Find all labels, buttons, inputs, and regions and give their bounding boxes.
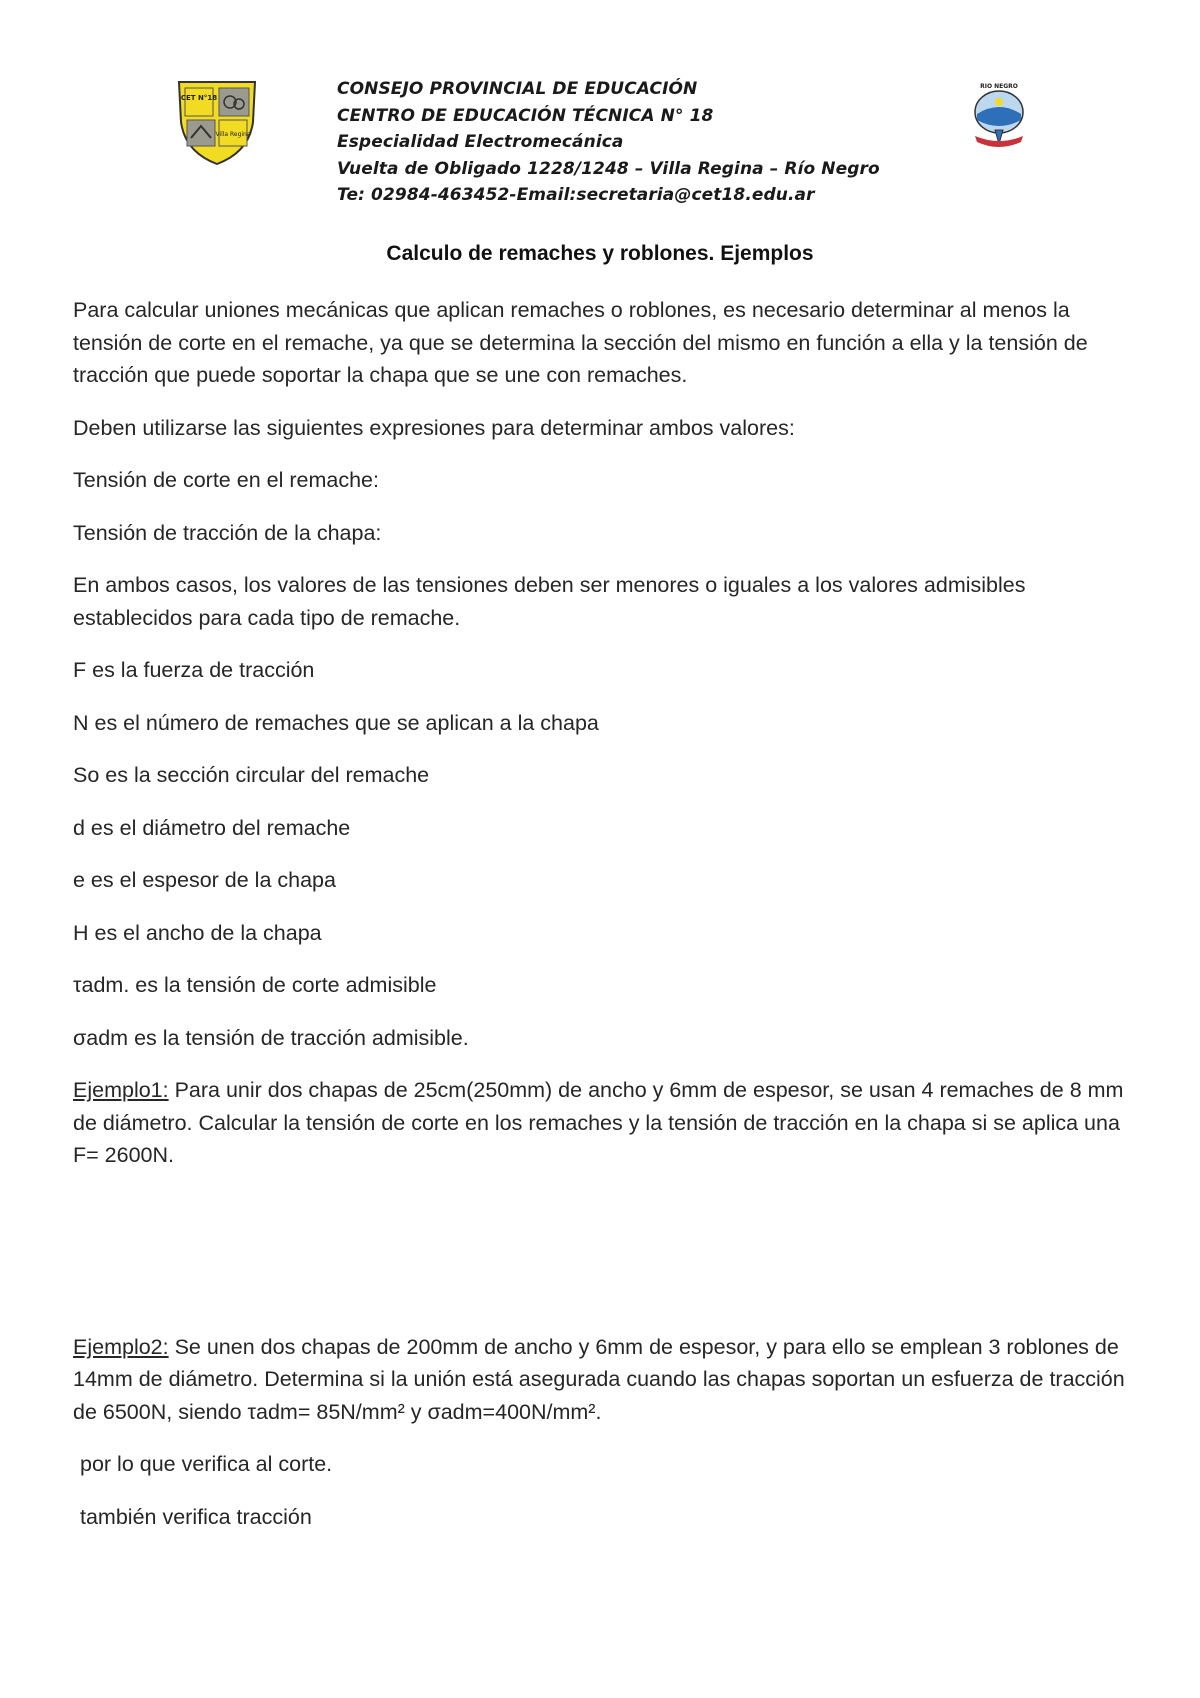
expressions-paragraph: Deben utilizarse las siguientes expresiones para determinar ambos valores: (73, 415, 795, 440)
verifies-shear: por lo que verifica al corte. (80, 1452, 333, 1476)
example-1 (73, 1074, 1133, 1172)
letterhead (0, 0, 1200, 225)
crest-left-text-top: CET N°18 (180, 94, 218, 102)
header-line-council: CONSEJO PROVINCIAL DE EDUCACIÓN (337, 79, 698, 99)
shear-stress-line: Tensión de corte en el remache: (73, 468, 379, 492)
header-line-specialty: Especialidad Electromecánica (337, 132, 624, 152)
school-crest-left (175, 76, 259, 168)
definition-thickness: e es el espesor de la chapa (73, 868, 336, 892)
document-body (73, 294, 1133, 1553)
definition-width: H es el ancho de la chapa (73, 920, 322, 945)
example-1-text: Para unir dos chapas de 25cm(250mm) de ancho y 6mm de espesor, se usan 4 remaches de 8 mm de diámetro. Calcular la tensión de corte en los remaches y la tensión de tracción en la chapa si se aplica una F= 2600N. (73, 1078, 1124, 1167)
definition-force: F es la fuerza de tracción (73, 658, 315, 682)
province-crest-right (965, 80, 1033, 154)
example-1-label: Ejemplo1: (73, 1078, 169, 1102)
crest-left-text-bottom: Villa Regina (215, 131, 251, 138)
definition-section: So es la sección circular del remache (73, 763, 430, 787)
header-line-school: CENTRO DE EDUCACIÓN TÉCNICA N° 18 (337, 105, 714, 126)
page-title: Calculo de remaches y roblones. Ejemplos (386, 242, 814, 265)
blank-space (73, 1192, 1133, 1331)
tensile-stress-line: Tensión de tracción de la chapa: (73, 520, 382, 545)
crest-right-text-top: RIO NEGRO (980, 83, 1018, 90)
example-2 (73, 1331, 1133, 1429)
definition-diameter: d es el diámetro del remache (73, 815, 351, 840)
example-2-text: Se unen dos chapas de 200mm de ancho y 6mm de espesor, y para ello se emplean 3 roblones de 14mm de diámetro. Determina si la unión está asegurada cuando las chapas soportan un esfuerza de tracción de 6500N, siendo τadm= 85N/mm² y σadm=400N/mm². (73, 1334, 1125, 1424)
admissible-paragraph: En ambos casos, los valores de las tensiones deben ser menores o iguales a los valores admisibles establecidos para cada tipo de remache. (73, 573, 1026, 630)
institution-header (337, 76, 957, 209)
definition-sigma: σadm es la tensión de tracción admisible. (73, 1025, 469, 1050)
header-line-contact: Te: 02984-463452-Email:secretaria@cet18.edu.ar (337, 185, 815, 205)
example-2-label: Ejemplo2: (73, 1334, 169, 1359)
definition-tau: τadm. es la tensión de corte admisible (73, 973, 437, 997)
definition-rivet-count: N es el número de remaches que se aplican a la chapa (73, 710, 599, 735)
header-line-address: Vuelta de Obligado 1228/1248 – Villa Regina – Río Negro (337, 158, 880, 179)
verifies-tension: también verifica tracción (80, 1504, 312, 1529)
intro-paragraph: Para calcular uniones mecánicas que aplican remaches o roblones, es necesario determinar al menos la tensión de corte en el remache, ya que se determina la sección del mismo en función a ella y la tensión de tracción que puede soportar la chapa que se une con remaches. (73, 298, 1088, 387)
